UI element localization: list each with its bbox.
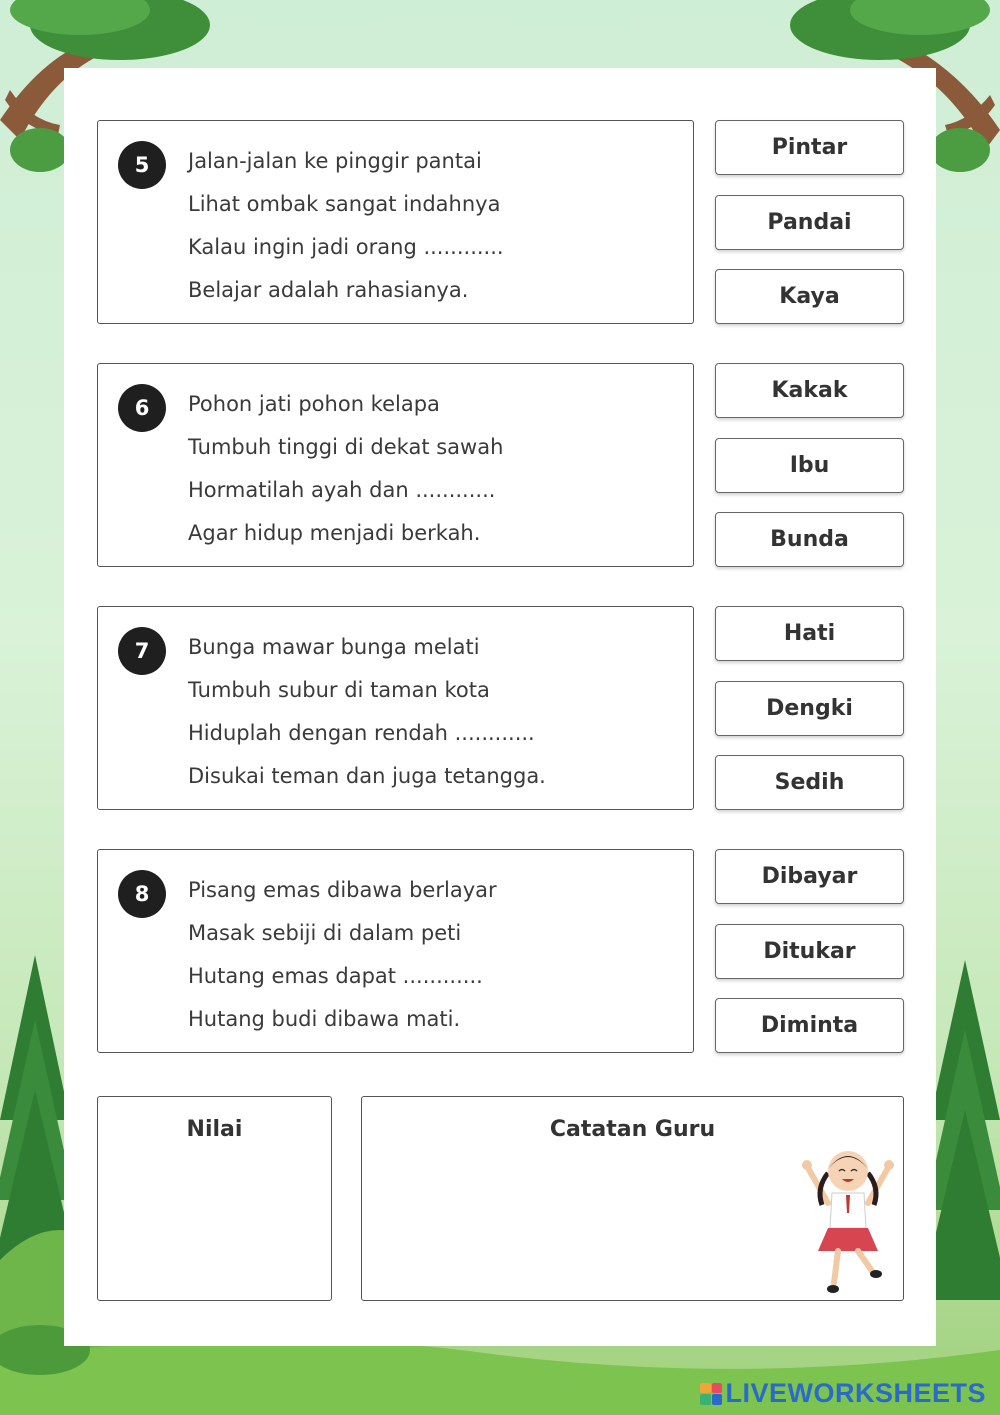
pantun-line: Bunga mawar bunga melati (188, 635, 480, 659)
score-label: Nilai (186, 1117, 243, 1142)
liveworksheets-brand (700, 1378, 986, 1409)
option-button[interactable]: Dengki (715, 681, 904, 736)
option-button[interactable]: Pandai (715, 195, 904, 250)
pantun-line: Hormatilah ayah dan ............ (188, 478, 496, 502)
pantun-line: Hutang emas dapat ............ (188, 964, 483, 988)
option-button[interactable]: Diminta (715, 998, 904, 1053)
score-box (97, 1096, 332, 1301)
teacher-notes-box (361, 1096, 904, 1301)
brand-name: LIVEWORKSHEETS (725, 1378, 986, 1408)
pantun-line: Hutang budi dibawa mati. (188, 1007, 461, 1031)
question-number-badge: 5 (118, 141, 166, 189)
pantun-line: Lihat ombak sangat indahnya (188, 192, 501, 216)
question-5-card (97, 120, 694, 324)
pantun-line: Pohon jati pohon kelapa (188, 392, 440, 416)
pantun-line: Tumbuh tinggi di dekat sawah (188, 435, 504, 459)
option-button[interactable]: Kaya (715, 269, 904, 324)
option-button[interactable]: Sedih (715, 755, 904, 810)
pantun-line: Jalan-jalan ke pinggir pantai (188, 149, 482, 173)
question-7-card (97, 606, 694, 810)
option-button[interactable]: Pintar (715, 120, 904, 175)
pantun-line: Agar hidup menjadi berkah. (188, 521, 481, 545)
question-8-card (97, 849, 694, 1053)
question-number-badge: 8 (118, 870, 166, 918)
option-button[interactable]: Ibu (715, 438, 904, 493)
question-6-card (97, 363, 694, 567)
liveworksheets-logo-icon (700, 1383, 722, 1405)
teacher-notes-label: Catatan Guru (549, 1117, 716, 1142)
pantun-line: Disukai teman dan juga tetangga. (188, 764, 546, 788)
option-button[interactable]: Bunda (715, 512, 904, 567)
option-button[interactable]: Dibayar (715, 849, 904, 904)
pantun-line: Masak sebiji di dalam peti (188, 921, 462, 945)
option-button[interactable]: Hati (715, 606, 904, 661)
pantun-line: Kalau ingin jadi orang ............ (188, 235, 504, 259)
question-number-badge: 7 (118, 627, 166, 675)
pantun-line: Tumbuh subur di taman kota (188, 678, 490, 702)
option-button[interactable]: Ditukar (715, 924, 904, 979)
pantun-line: Pisang emas dibawa berlayar (188, 878, 497, 902)
pantun-line: Belajar adalah rahasianya. (188, 278, 469, 302)
pantun-line: Hiduplah dengan rendah ............ (188, 721, 535, 745)
option-button[interactable]: Kakak (715, 363, 904, 418)
question-number-badge: 6 (118, 384, 166, 432)
cheering-girl-illustration (798, 1143, 898, 1303)
